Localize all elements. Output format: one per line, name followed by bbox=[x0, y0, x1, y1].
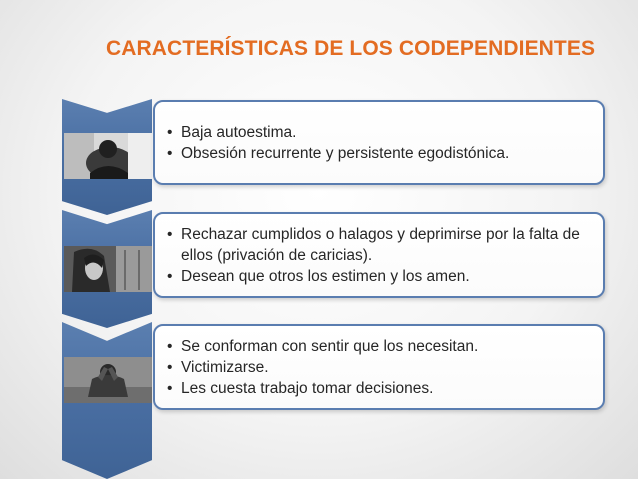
bullet-list bbox=[167, 122, 593, 164]
panel-section-2 bbox=[153, 212, 605, 298]
bullet-item: • Baja autoestima. bbox=[167, 122, 593, 143]
slide-title: CARACTERÍSTICAS DE LOS CODEPENDIENTES bbox=[106, 37, 596, 60]
panel-section-3 bbox=[153, 324, 605, 410]
bullet-item: • Desean que otros los estimen y los amen. bbox=[167, 266, 593, 287]
bullet-item: • Se conforman con sentir que los necesitan. bbox=[167, 336, 593, 357]
bullet-item: • Les cuesta trabajo tomar decisiones. bbox=[167, 378, 593, 399]
sad-person-sitting-photo bbox=[64, 133, 152, 179]
bullet-list bbox=[167, 336, 593, 399]
bullet-item: • Obsesión recurrente y persistente egodistónica. bbox=[167, 143, 593, 164]
bullet-list bbox=[167, 224, 593, 287]
panel-section-1 bbox=[153, 100, 605, 185]
pensive-woman-window-photo bbox=[64, 246, 152, 292]
bullet-item: • Victimizarse. bbox=[167, 357, 593, 378]
man-head-in-hands-photo bbox=[64, 357, 152, 403]
bullet-item: • Rechazar cumplidos o halagos y deprimirse por la falta de ellos (privación de caricias). bbox=[167, 224, 593, 266]
